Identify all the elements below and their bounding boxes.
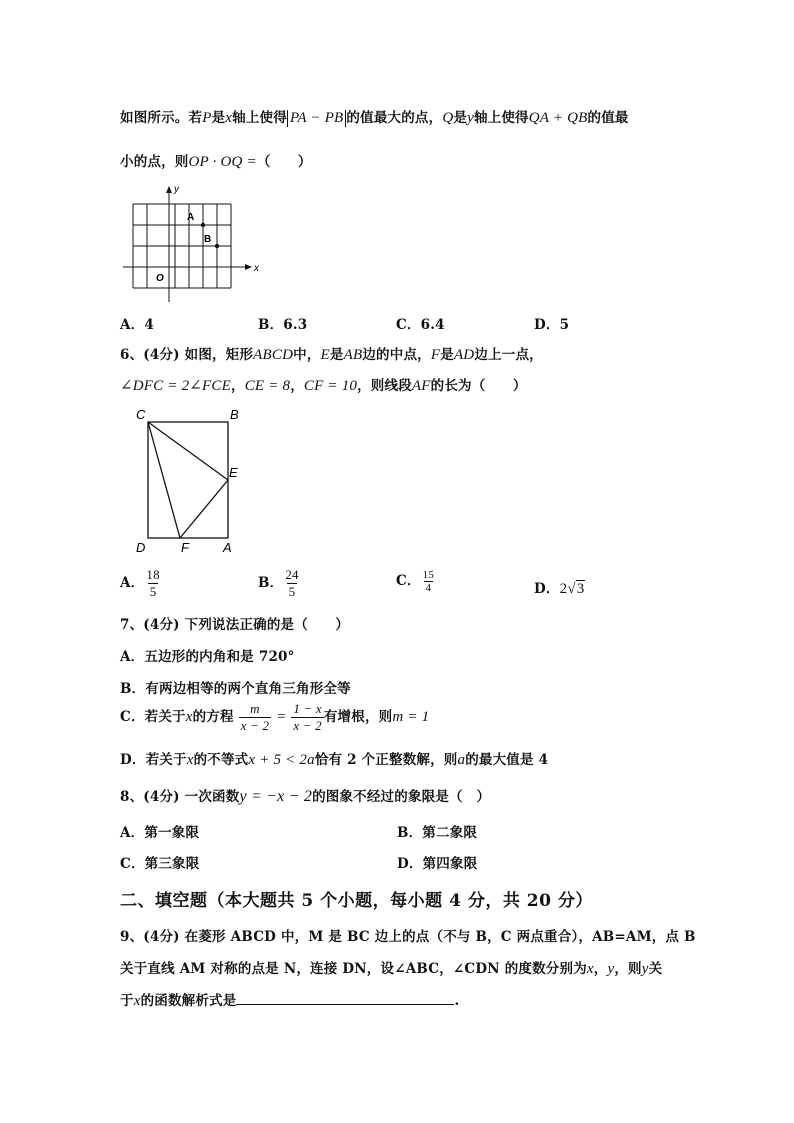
- q8-option-c: C．第三象限: [120, 856, 200, 872]
- q9-line2: 关于直线 AM 对称的点是 N，连接 DN，设∠ABC，∠CDN 的度数分别为x，y，则y关: [120, 961, 663, 977]
- q8-option-b: B．第二象限: [397, 825, 478, 841]
- origin-label: O: [156, 273, 164, 284]
- q7-option-c: C．若关于x的方程 $\frac{m}{x - 2}$ = $\frac{1 - x}{x - 2}$ 有增根，则m = 1: [120, 701, 430, 733]
- segment-ce: [148, 422, 228, 480]
- q6-line1: 6、(4分) 如图，矩形ABCD中，E是AB边的中点，F是AD边上一点，: [120, 347, 543, 363]
- q5-option-b: B．6.3: [258, 317, 308, 333]
- q6-option-b: B． $\frac{24}{5}$: [258, 567, 299, 599]
- answer-blank[interactable]: [236, 990, 454, 1005]
- y-axis-label: y: [174, 184, 179, 195]
- label-e: E: [229, 465, 238, 480]
- q6-line2: ∠DFC = 2∠FCE，CE = 8，CF = 10，则线段AF的长为（ ）: [120, 378, 527, 394]
- segment-fe: [180, 480, 228, 538]
- q7-option-a: A．五边形的内角和是 720°: [120, 649, 295, 665]
- x-axis-label: x: [254, 263, 259, 274]
- q8-option-d: D．第四象限: [397, 856, 478, 872]
- fraction-24-5: $\frac{24}{5}$: [285, 567, 299, 599]
- point-b-label: B: [204, 234, 212, 245]
- q6-option-c: C． $\frac{15}{4}$: [396, 569, 435, 594]
- y-axis-arrow: [166, 186, 172, 193]
- abs-pa-pb: PA − PB: [287, 110, 346, 127]
- segment-cf: [148, 422, 180, 538]
- q5-option-a: A．4: [120, 317, 154, 333]
- fraction-15-4: $\frac{15}{4}$: [422, 569, 435, 594]
- q7-stem: 7、(4分) 下列说法正确的是（ ）: [120, 617, 350, 633]
- q5-line1: 如图所示。若P是x轴上使得 PA − PB 的值最大的点，Q是y轴上使得QA + QB的值最: [120, 110, 629, 126]
- x-axis-arrow: [245, 264, 252, 270]
- label-f: F: [181, 540, 189, 555]
- section-heading: 二、填空题（本大题共 5 个小题，每小题 4 分，共 20 分）: [120, 891, 593, 911]
- label-d: D: [136, 540, 146, 555]
- rectangle-abcd: [148, 422, 228, 538]
- q8-stem: 8、(4分) 一次函数y = −x − 2的图象不经过的象限是（ ）: [120, 788, 491, 805]
- q5-line2: 小的点，则OP · OQ =（ ）: [120, 154, 312, 170]
- q6-option-d: D．2√3: [534, 581, 585, 597]
- q5-grid-figure: [118, 180, 268, 305]
- q7-option-d: D．若关于x的不等式x + 5 < 2a恰有 2 个正整数解，则a的最大值是 4: [120, 752, 549, 768]
- q9-line3: 于x的函数解析式是 .: [120, 989, 459, 1010]
- q8-option-a: A．第一象限: [120, 825, 200, 841]
- point-b: [215, 244, 219, 248]
- q7-option-b: B．有两边相等的两个直角三角形全等: [120, 681, 351, 697]
- q6-rectangle-figure: [130, 402, 250, 562]
- label-a: A: [223, 540, 232, 555]
- fraction-m-over-x-2: $\frac{m}{x - 2}$: [240, 701, 270, 733]
- q6-option-a: A． $\frac{18}{5}$: [120, 567, 160, 599]
- fraction-18-5: $\frac{18}{5}$: [146, 567, 160, 599]
- point-a-label: A: [187, 212, 195, 223]
- fraction-1-x-over-x-2: $\frac{1 - x}{x - 2}$: [293, 701, 322, 733]
- label-b: B: [230, 407, 239, 422]
- q5-option-c: C．6.4: [396, 317, 445, 333]
- label-c: C: [136, 407, 146, 422]
- q5-option-d: D．5: [534, 317, 570, 333]
- sqrt-sign: √: [567, 581, 576, 597]
- q9-line1: 9、(4分) 在菱形 ABCD 中，M 是 BC 边上的点（不与 B，C 两点重合），AB=AM，点 B: [120, 929, 696, 945]
